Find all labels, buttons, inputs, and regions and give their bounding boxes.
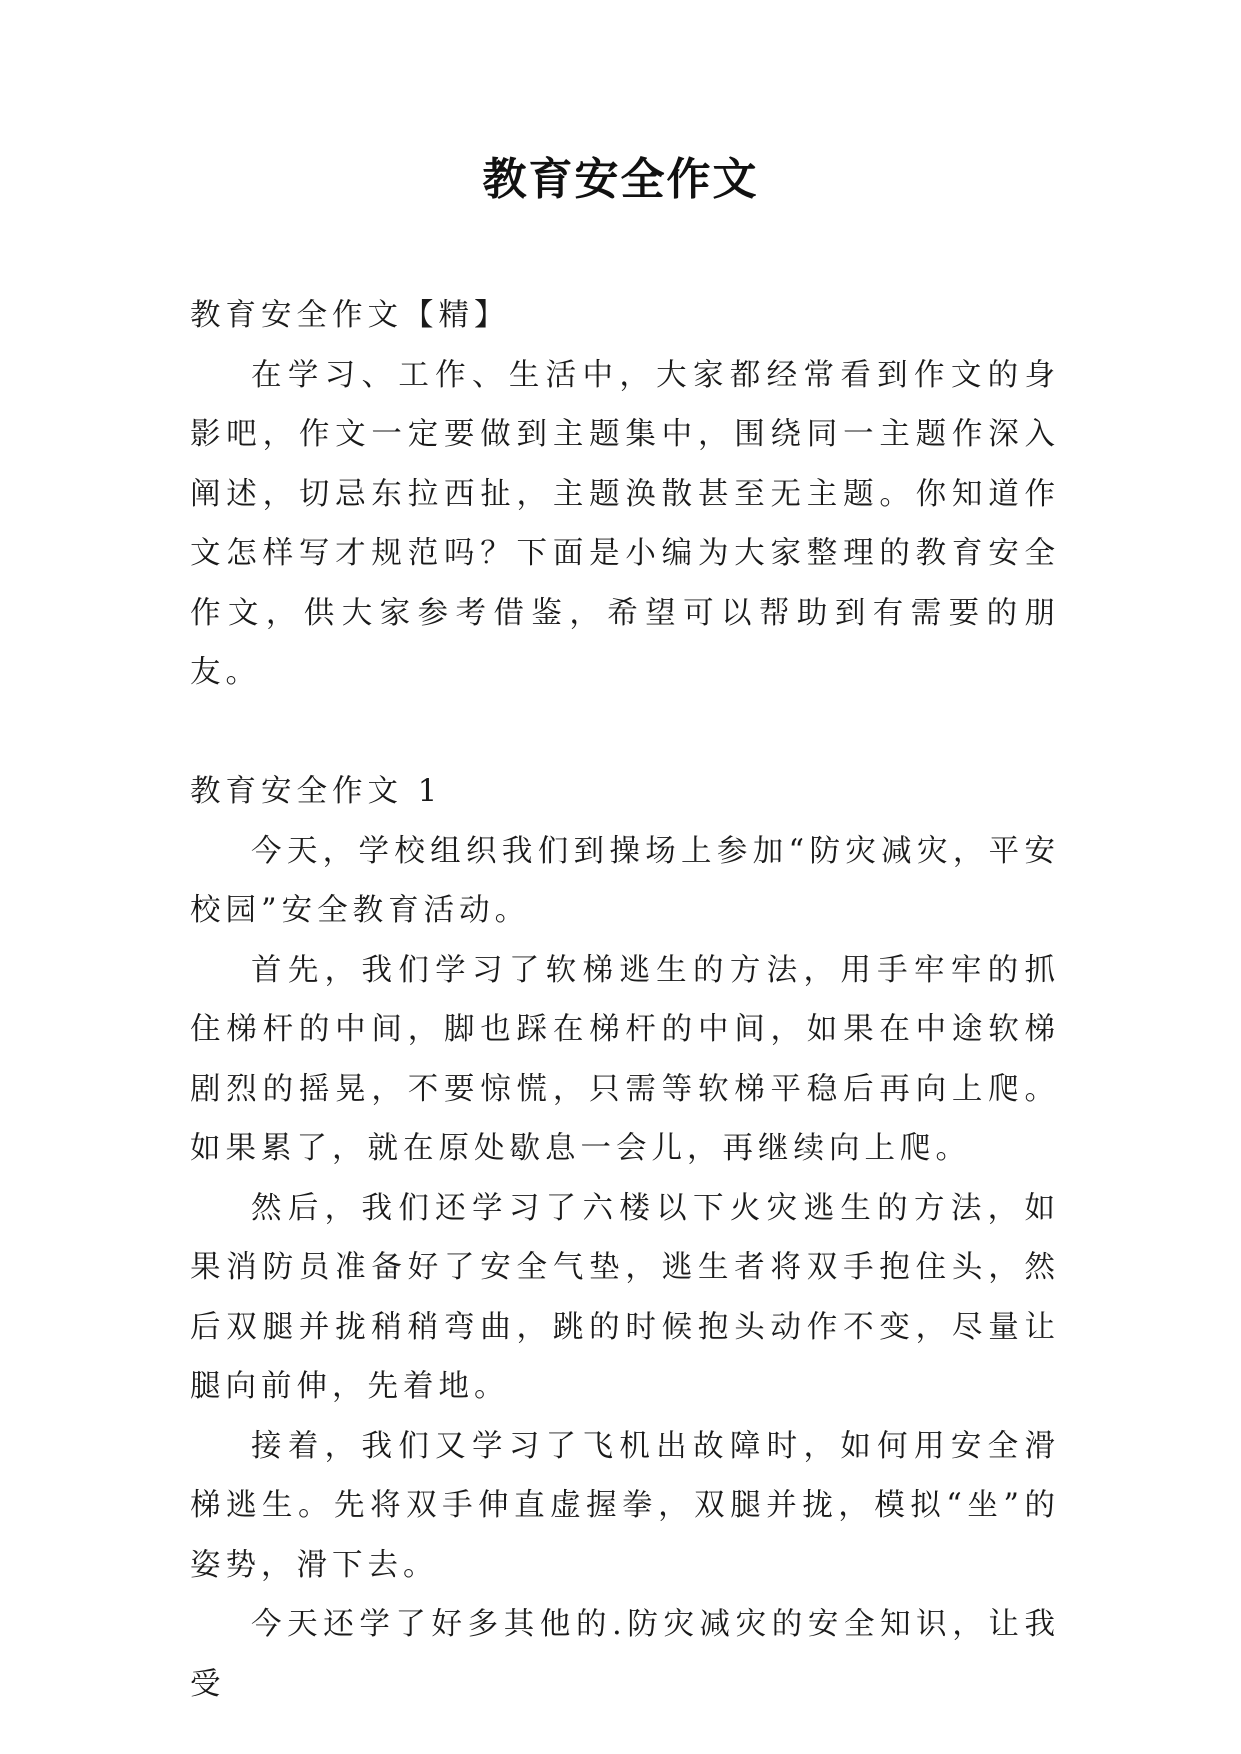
body-paragraph: 接着，我们又学习了飞机出故障时，如何用安全滑梯逃生。先将双手伸直虚握拳，双腿并拢，模拟“坐”的姿势，滑下去。 — [190, 1428, 1060, 1583]
section-heading: 教育安全作文 1 — [190, 774, 443, 809]
section-spacer — [190, 703, 1060, 763]
intro-paragraph: 在学习、工作、生活中，大家都经常看到作文的身影吧，作文一定要做到主题集中，围绕同一主题作深入阐述，切忌东拉西扯，主题涣散甚至无主题。你知道作文怎样写才规范吗？下面是小编为大家整理的教育安全作文，供大家参考借鉴，希望可以帮助到有需要的朋友。 — [190, 357, 1060, 690]
intro-heading: 教育安全作文【精】 — [190, 298, 510, 333]
body-paragraph: 今天，学校组织我们到操场上参加“防灾减灾，平安校园”安全教育活动。 — [190, 833, 1060, 928]
body-paragraph: 然后，我们还学习了六楼以下火灾逃生的方法，如果消防员准备好了安全气垫，逃生者将双手抱住头，然后双腿并拢稍稍弯曲，跳的时候抱头动作不变，尽量让腿向前伸，先着地。 — [190, 1190, 1060, 1404]
body-paragraph: 今天还学了好多其他的.防灾减灾的安全知识，让我受 — [190, 1607, 1060, 1702]
body-paragraph: 首先，我们学习了软梯逃生的方法，用手牢牢的抓住梯杆的中间，脚也踩在梯杆的中间，如果在中途软梯剧烈的摇晃，不要惊慌，只需等软梯平稳后再向上爬。如果累了，就在原处歇息一会儿，再继续向上爬。 — [190, 952, 1060, 1166]
document-body — [190, 286, 1060, 1714]
document-title: 教育安全作文 — [482, 154, 759, 205]
